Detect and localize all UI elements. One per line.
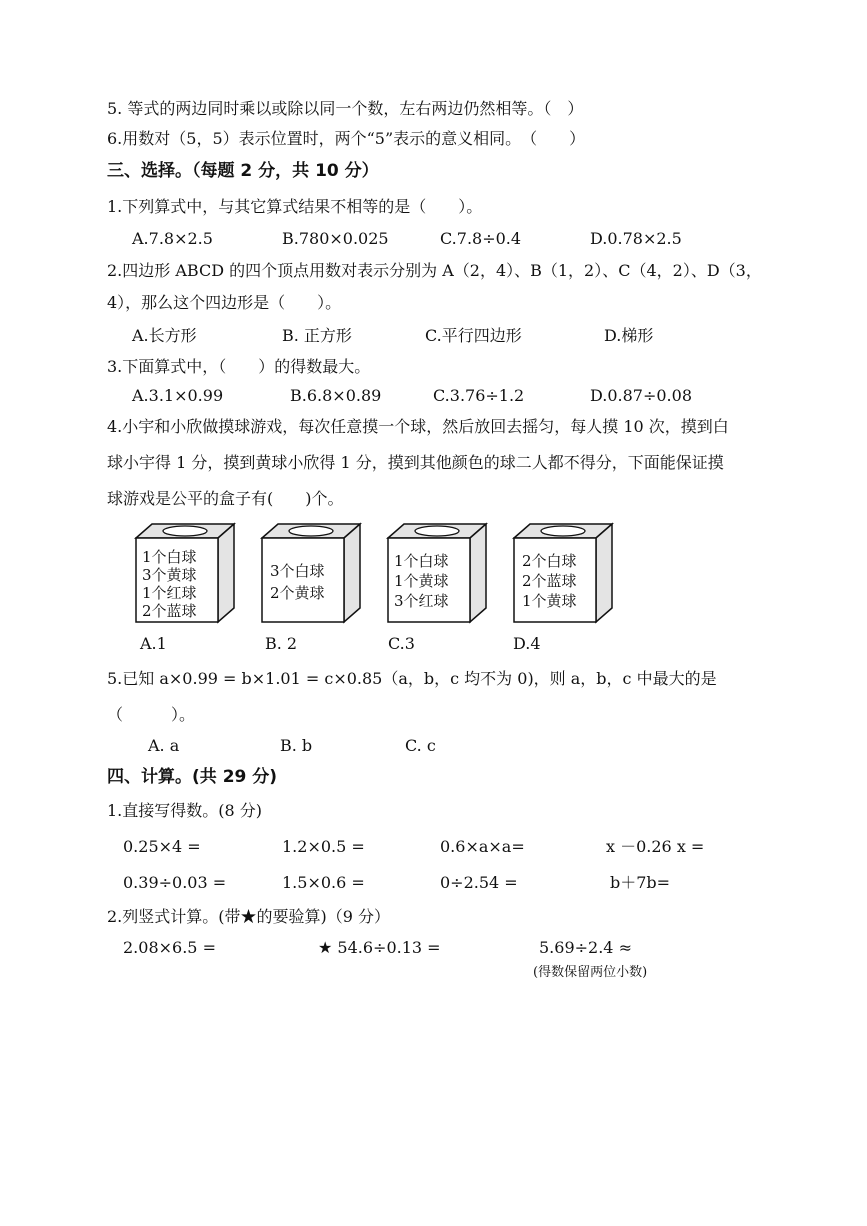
rounding-note: (得数保留两位小数) (533, 965, 648, 980)
mc-q1-option-a: A.7.8×2.5 (132, 229, 213, 248)
oral-calc-8: b＋7b= (610, 873, 671, 892)
mc-q2-stem-line1: 2.四边形 ABCD 的四个顶点用数对表示分别为 A（2，4）、B（1，2）、C（4，2）、D（3， (107, 261, 762, 280)
oral-calc-6: 1.5×0.6 = (282, 873, 365, 892)
mc-q4-stem-line1: 4.小宇和小欣做摸球游戏，每次任意摸一个球，然后放回去摇匀，每人摸 10 次，摸到白 (107, 417, 729, 436)
mc-q5-option-a: A. a (148, 736, 180, 755)
calc-q1-stem: 1.直接写得数。(8 分) (107, 801, 263, 820)
box-3-line-3: 3个红球 (394, 592, 449, 610)
mc-q5-stem-line1: 5.已知 a×0.99 = b×1.01 = c×0.85（a，b，c 均不为 0)，则 a，b，c 中最大的是 (107, 669, 717, 688)
mc-q4-option-c: C.3 (388, 634, 415, 653)
box-4-line-1: 2个白球 (522, 552, 577, 570)
mc-q1-option-b: B.780×0.025 (282, 229, 389, 248)
mc-q4-option-b: B. 2 (265, 634, 298, 653)
oral-calc-1: 0.25×4 = (123, 837, 201, 856)
box-3-line-2: 1个黄球 (394, 572, 449, 590)
tf-question-6: 6.用数对（5，5）表示位置时，两个“5”表示的意义相同。 （ ） (107, 129, 586, 148)
ball-box-4 (508, 522, 616, 624)
mc-q3-option-d: D.0.87÷0.08 (590, 386, 692, 405)
mc-q2-option-b: B. 正方形 (282, 326, 352, 345)
vertical-calc-3: 5.69÷2.4 ≈ (539, 938, 632, 957)
mc-q3-option-c: C.3.76÷1.2 (433, 386, 525, 405)
ball-box-3 (382, 522, 490, 624)
mc-q3-option-b: B.6.8×0.89 (290, 386, 382, 405)
mc-q5-option-b: B. b (280, 736, 313, 755)
mc-q2-option-c: C.平行四边形 (425, 326, 522, 345)
oral-calc-5: 0.39÷0.03 = (123, 873, 227, 892)
mc-q2-option-d: D.梯形 (604, 326, 654, 345)
vertical-calc-1: 2.08×6.5 = (123, 938, 216, 957)
mc-q1-option-c: C.7.8÷0.4 (440, 229, 522, 248)
mc-q4-stem-line3: 球游戏是公平的盒子有( )个。 (107, 489, 344, 508)
oral-calc-2: 1.2×0.5 = (282, 837, 365, 856)
mc-q4-option-a: A.1 (140, 634, 167, 653)
box-4-line-2: 2个蓝球 (522, 572, 577, 590)
box-3-line-1: 1个白球 (394, 552, 449, 570)
mc-q3-option-a: A.3.1×0.99 (132, 386, 224, 405)
box-1-line-2: 3个黄球 (142, 566, 197, 584)
calc-q2-stem: 2.列竖式计算。(带★的要验算)（9 分） (107, 907, 391, 926)
mc-q3-stem: 3.下面算式中，（ ）的得数最大。 (107, 357, 371, 376)
vertical-calc-2: ★ 54.6÷0.13 = (318, 938, 441, 957)
section-3-heading: 三、选择。（每题 2 分，共 10 分） (107, 161, 379, 181)
mc-q2-option-a: A.长方形 (132, 326, 197, 345)
ball-box-1 (130, 522, 238, 624)
box-1-line-1: 1个白球 (142, 548, 197, 566)
mc-q1-option-d: D.0.78×2.5 (590, 229, 682, 248)
mc-q5-option-c: C. c (405, 736, 436, 755)
mc-q5-stem-line2: （ ）。 (107, 705, 196, 724)
tf-question-5: 5. 等式的两边同时乘以或除以同一个数，左右两边仍然相等。（ ） (107, 99, 584, 118)
mc-q4-stem-line2: 球小宇得 1 分，摸到黄球小欣得 1 分，摸到其他颜色的球二人都不得分，下面能保证摸 (107, 453, 724, 472)
box-1-line-4: 2个蓝球 (142, 602, 197, 620)
mc-q4-option-d: D.4 (513, 634, 541, 653)
box-2-line-2: 2个黄球 (270, 584, 325, 602)
ball-box-2 (256, 522, 364, 624)
oral-calc-7: 0÷2.54 = (440, 873, 518, 892)
oral-calc-3: 0.6×a×a= (440, 837, 525, 856)
box-4-line-3: 1个黄球 (522, 592, 577, 610)
mc-q2-stem-line2: 4），那么这个四边形是（ ）。 (107, 293, 342, 312)
box-2-line-1: 3个白球 (270, 562, 325, 580)
mc-q1-stem: 1.下列算式中，与其它算式结果不相等的是（ ）。 (107, 197, 483, 216)
oral-calc-4: x －0.26 x = (606, 837, 705, 856)
box-1-line-3: 1个红球 (142, 584, 197, 602)
section-4-heading: 四、计算。(共 29 分) (107, 767, 278, 787)
